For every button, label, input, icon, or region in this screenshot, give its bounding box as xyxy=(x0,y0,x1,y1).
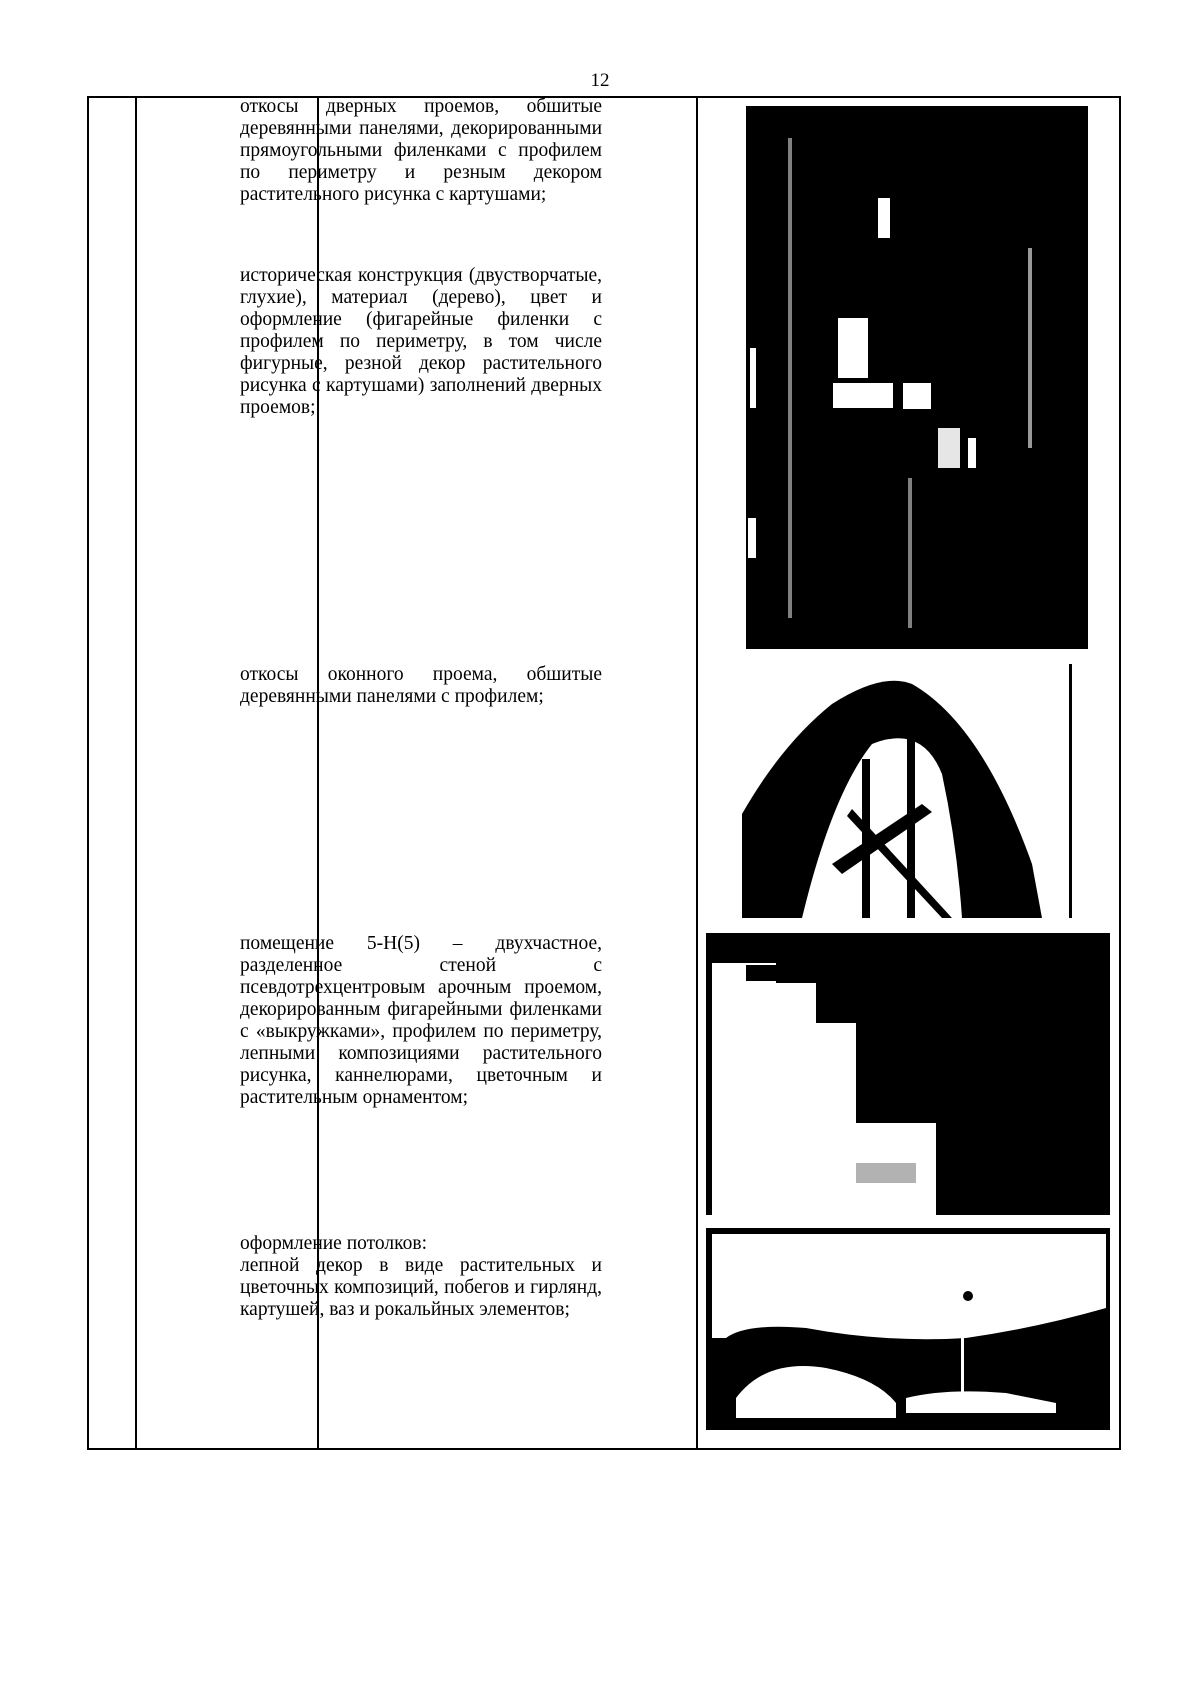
arched-window-photo xyxy=(742,664,1072,918)
ceiling-decor-photo xyxy=(706,1228,1110,1430)
doorway-interior-photo xyxy=(728,98,1088,649)
entry-text-door-reveals: откосы дверных проемов, обшитые деревянными панелями, декорированными прямоугольными филенками с профилем по периметру и резным декором растительного рисунка с картушами; xyxy=(240,96,602,205)
entry-text-door-fillings: историческая конструкция (двустворчатые, глухие), материал (дерево), цвет и оформление (фигарейные филенки с профилем по периметру, в том числе фигурные, резной декор растительного рисунка с картушами) заполнений дверных проемов; xyxy=(240,265,602,418)
entry-text-room-5n5: помещение 5-Н(5) – двухчастное, разделенное стеной с псевдотрехцентровым арочным проемом, декорированным фигарейными филенками с «выкружками», профилем по периметру, лепными композициями растительного рисунка, каннелюрами, цветочным и растительным орнаментом; xyxy=(240,933,602,1108)
page-number: 12 xyxy=(590,70,610,91)
entry-text-window-reveals: откосы оконного проема, обшитые деревянными панелями с профилем; xyxy=(240,664,602,707)
number-column-cell xyxy=(88,97,136,1449)
room-wall-photo xyxy=(706,933,1110,1215)
entry-text-ceilings: оформление потолков: лепной декор в виде растительных и цветочных композиций, побегов и гирлянд, картушей, ваз и рокальйных элементов; xyxy=(240,1233,602,1320)
